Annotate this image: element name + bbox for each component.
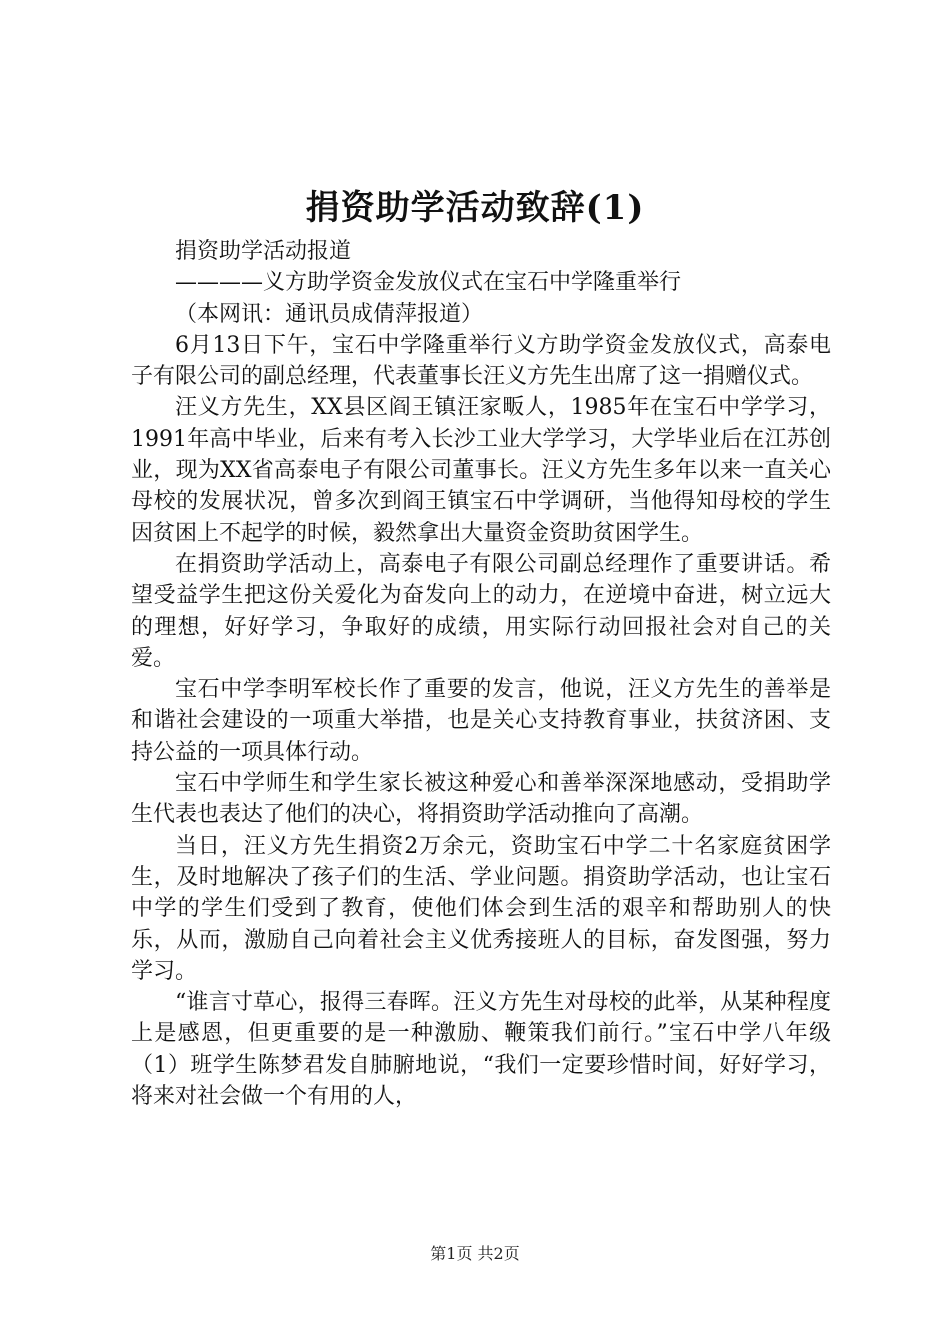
paragraph-report-heading: 捐资助学活动报道 <box>175 239 352 264</box>
paragraph-byline: （本网讯：通讯员成倩萍报道） <box>175 301 484 327</box>
paragraph-body: 汪义方先生，XX县区阎王镇汪家畈人，1985年在宝石中学学习，1991年高中毕业，后来有考入长沙工业大学学习，大学毕业后在江苏创业，现为XX省高泰电子有限公司董事长。汪义方先生多年以来一直关心母校的发展状况，曾多次到阎王镇宝石中学调研，当他得知母校的学生因贫困上不起学的时候，毅然拿出大量资金资助贫困学生。 <box>131 395 831 546</box>
paragraph-body: 宝石中学师生和学生家长被这种爱心和善举深深地感动，受捐助学生代表也表达了他们的决心，将捐资助学活动推向了高潮。 <box>131 771 831 828</box>
paragraph-body: 宝石中学李明军校长作了重要的发言，他说，汪义方先生的善举是和谐社会建设的一项重大举措，也是关心支持教育事业，扶贫济困、支持公益的一项具体行动。 <box>131 677 831 765</box>
paragraph-subheading: ————义方助学资金发放仪式在宝石中学隆重举行 <box>175 270 682 296</box>
paragraph-body: 在捐资助学活动上，高泰电子有限公司副总经理作了重要讲话。希望受益学生把这份关爱化为奋发向上的动力，在逆境中奋进，树立远大的理想，好好学习，争取好的成绩，用实际行动回报社会对自己的关爱。 <box>131 551 831 671</box>
paragraph-body: 6月13日下午，宝石中学隆重举行义方助学资金发放仪式，高泰电子有限公司的副总经理，代表董事长汪义方先生出席了这一捐赠仪式。 <box>131 332 831 390</box>
paragraph-body: “谁言寸草心，报得三春晖。汪义方先生对母校的此举，从某种程度上是感恩，但更重要的是一种激励、鞭策我们前行。”宝石中学八年级（1）班学生陈梦君发自肺腑地说，“我们一定要珍惜时间，好好学习，将来对社会做一个有用的人， <box>131 990 831 1110</box>
document-title: 捐资助学活动致辞(1) <box>305 188 645 228</box>
paragraph-body: 当日，汪义方先生捐资2万余元，资助宝石中学二十名家庭贫困学生，及时地解决了孩子们的生活、学业问题。捐资助学活动，也让宝石中学的学生们受到了教育，使他们体会到生活的艰辛和帮助别人的快乐，从而，激励自己向着社会主义优秀接班人的目标，奋发图强，努力学习。 <box>131 833 831 984</box>
page-number-footer: 第1页 共2页 <box>430 1244 520 1263</box>
document-body <box>131 236 831 1112</box>
